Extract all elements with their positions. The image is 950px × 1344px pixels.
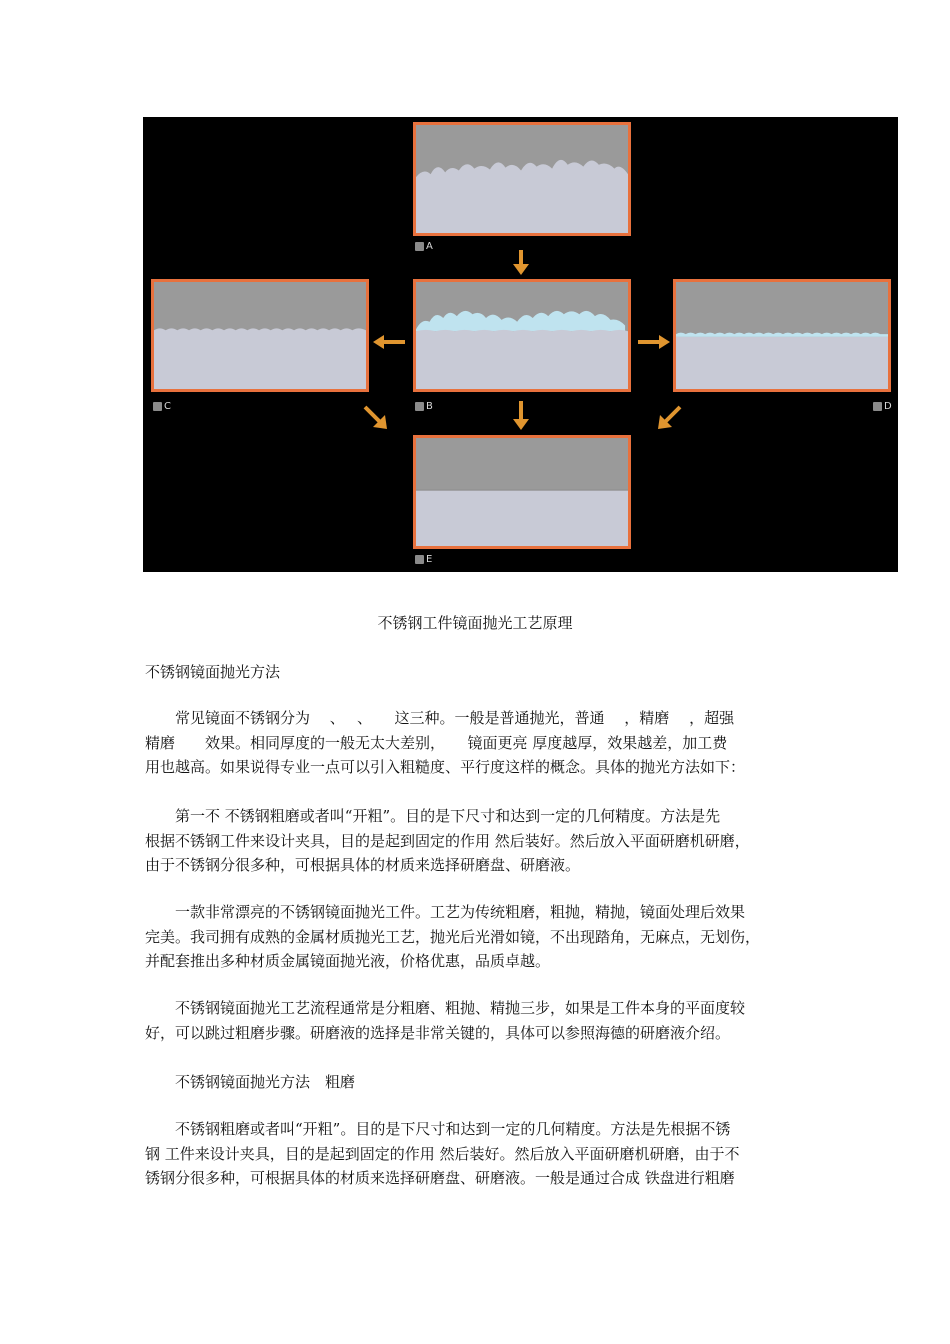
panel-c-label: C: [153, 401, 171, 412]
panel-b-label: B: [415, 401, 433, 412]
panel-a-surface: [416, 125, 628, 233]
paragraph-line: 锈钢分很多种，可根据具体的材质来选择研磨盘、研磨液。一般是通过合成 铁盘进行粗磨: [145, 1169, 735, 1187]
section-title: 不锈钢镜面抛光方法: [145, 663, 281, 681]
figure-icon: [415, 402, 424, 411]
panel-a: [413, 122, 631, 236]
paragraph-line: 完美。我司拥有成熟的金属材质抛光工艺，抛光后光滑如镜，不出现踏角，无麻点，无划伤，: [145, 927, 761, 946]
panel-e-surface: [416, 438, 628, 546]
paragraph: [145, 996, 807, 1045]
arrow-down-icon: [513, 401, 529, 431]
subheading: [145, 1070, 807, 1095]
panel-d-label: D: [873, 401, 892, 412]
paragraph-line: 不锈钢镜面抛光方法 粗磨: [145, 1073, 356, 1091]
paragraph-line: 一款非常漂亮的不锈钢镜面抛光工件。工艺为传统粗磨，粗抛，精抛，镜面处理后效果: [145, 903, 746, 921]
paragraph-line: 常见镜面不锈钢分为 、 、 这三种。一般是普通抛光，普通 ，精磨 ，超强: [145, 709, 735, 727]
paragraph-line: 由于不锈钢分很多种，可根据具体的材质来选择研磨盘、研磨液。: [145, 856, 581, 874]
panel-d-surface: [676, 282, 888, 389]
paragraph-line: 精磨 效果。相同厚度的一般无太大差别， 镜面更亮 厚度越厚，效果越差，加工费: [145, 733, 728, 752]
paragraph: [145, 900, 807, 974]
panel-d: [673, 279, 891, 392]
paragraph-line: 用也越高。如果说得专业一点可以引入粗糙度、平行度这样的概念。具体的抛光方法如下：: [145, 758, 746, 776]
figure-icon: [415, 555, 424, 564]
panel-e-label: E: [415, 554, 432, 565]
figure-icon: [415, 242, 424, 251]
panel-b-surface: [416, 282, 628, 389]
arrow-down-icon: [513, 250, 529, 276]
paragraph-line: 根据不锈钢工件来设计夹具，目的是起到固定的作用 然后装好。然后放入平面研磨机研磨，: [145, 831, 750, 850]
paragraph: [145, 804, 807, 878]
panel-b: [413, 279, 631, 392]
panel-a-label: A: [415, 241, 433, 252]
arrow-left-icon: [373, 335, 405, 349]
paragraph: [145, 1117, 807, 1191]
paragraph-line: 好，可以跳过粗磨步骤。研磨液的选择是非常关键的，具体可以参照海德的研磨液介绍。: [145, 1023, 731, 1042]
paragraph-line: 并配套推出多种材质金属镜面抛光液，价格优惠，品质卓越。: [145, 952, 551, 970]
figure-icon: [873, 402, 882, 411]
panel-c: [151, 279, 369, 392]
arrow-diagonal-down-left-icon: [656, 405, 682, 431]
arrow-right-icon: [638, 335, 670, 349]
arrow-diagonal-down-right-icon: [363, 405, 389, 431]
paragraph-line: 钢 工件来设计夹具，目的是起到固定的作用 然后装好。然后放入平面研磨机研磨，由于不: [145, 1144, 740, 1163]
paragraph: [145, 706, 807, 780]
polishing-principle-figure: [143, 117, 898, 572]
paragraph-line: 不锈钢镜面抛光工艺流程通常是分粗磨、粗抛、精抛三步，如果是工件本身的平面度较: [145, 999, 746, 1017]
figure-icon: [153, 402, 162, 411]
panel-c-surface: [154, 282, 366, 389]
figure-caption: 不锈钢工件镜面抛光工艺原理: [377, 614, 573, 632]
paragraph-line: 第一不 不锈钢粗磨或者叫“开粗”。目的是下尺寸和达到一定的几何精度。方法是先: [145, 807, 721, 825]
panel-e: [413, 435, 631, 549]
paragraph-line: 不锈钢粗磨或者叫“开粗”。目的是下尺寸和达到一定的几何精度。方法是先根据不锈: [145, 1120, 731, 1138]
